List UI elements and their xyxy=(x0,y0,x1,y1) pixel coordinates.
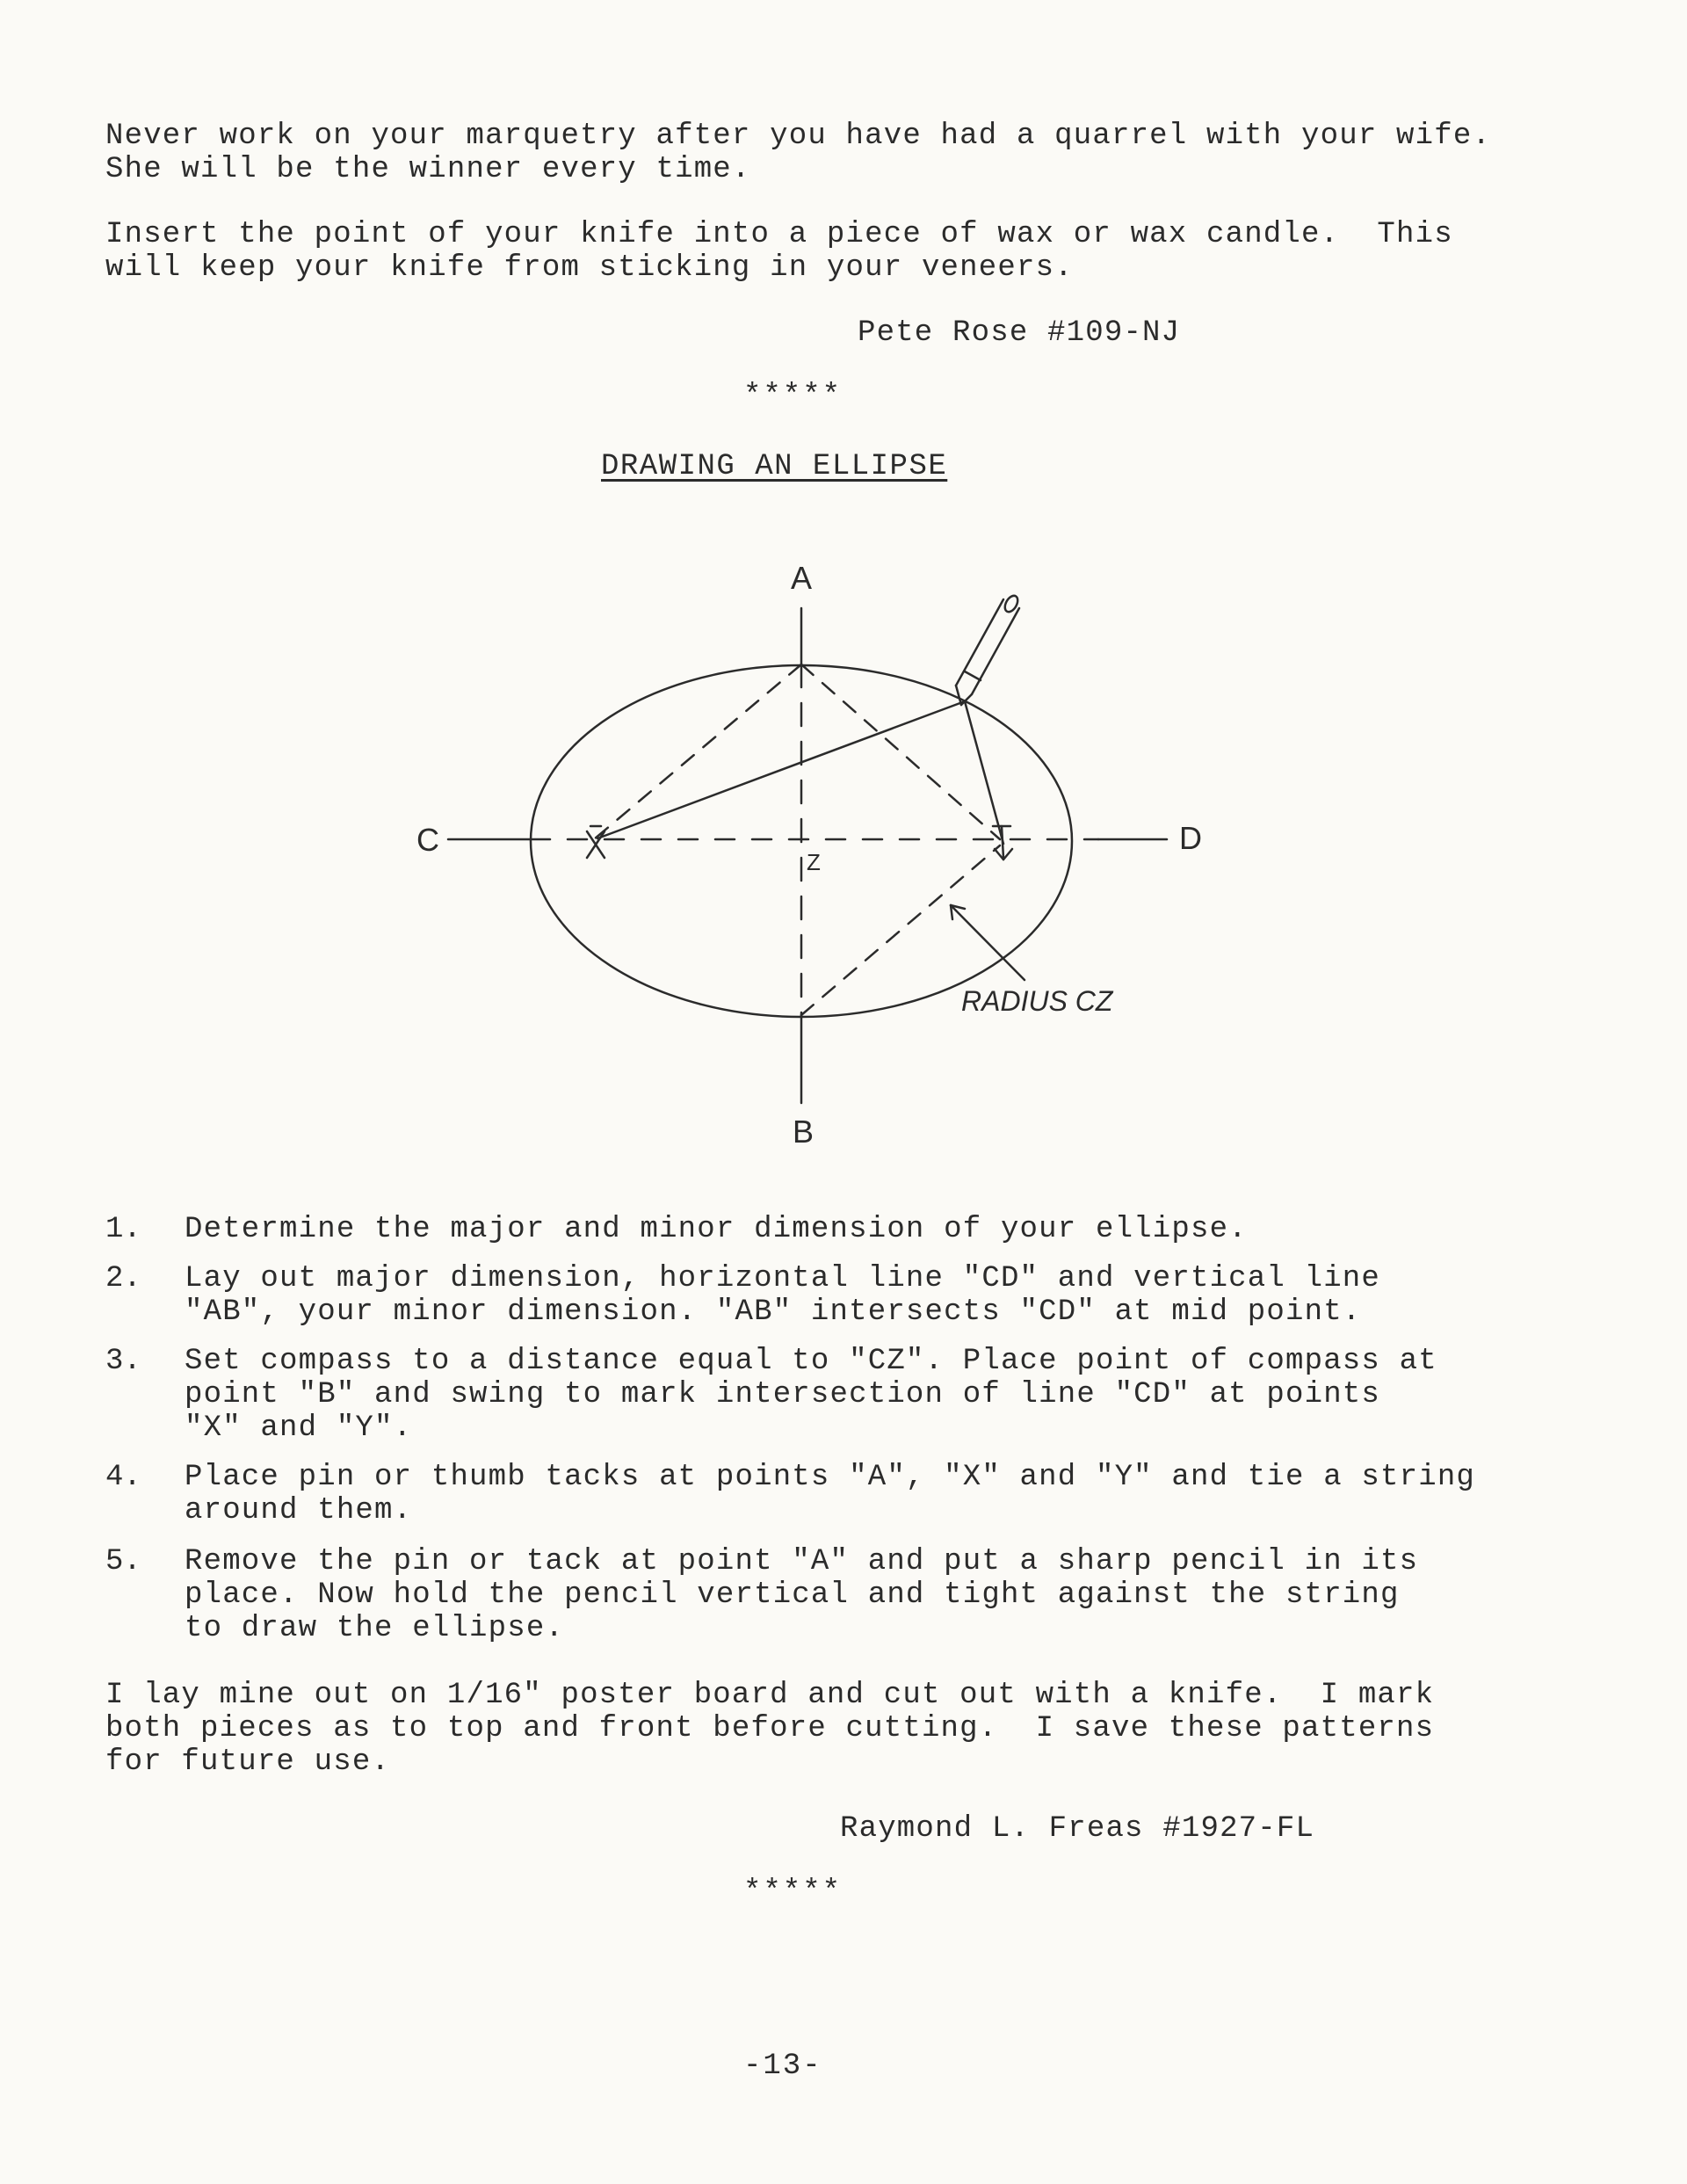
section-title: DRAWING AN ELLIPSE xyxy=(601,450,948,483)
label-b: B xyxy=(793,1114,815,1150)
label-radius-cz: RADIUS CZ xyxy=(961,985,1113,1017)
intro-line-2: She will be the winner every time. xyxy=(105,153,751,186)
label-c: C xyxy=(416,822,439,858)
ellipse-diagram xyxy=(378,536,1221,1151)
step-5-number: 5. xyxy=(105,1545,141,1578)
step-2-number: 2. xyxy=(105,1262,141,1295)
step-1-number: 1. xyxy=(105,1213,141,1246)
intro-line-4: will keep your knife from sticking in your veneers. xyxy=(105,251,1074,285)
step-3-text: Set compass to a distance equal to "CZ". Place point of compass at point "B" and swing to mark intersection of line "CD" at points "X" and "Y". xyxy=(185,1345,1437,1445)
label-d: D xyxy=(1179,820,1202,856)
separator-1: ***** xyxy=(743,380,843,413)
string-x-pencil xyxy=(597,701,965,838)
step-4-text: Place pin or thumb tacks at points "A", "X" and "Y" and tie a string around them. xyxy=(185,1461,1476,1527)
label-a: A xyxy=(791,560,813,596)
step-1-text: Determine the major and minor dimension of your ellipse. xyxy=(185,1213,1248,1246)
tack-y-point-2 xyxy=(1003,849,1012,860)
intro-line-1: Never work on your marquetry after you have had a quarrel with your wife. xyxy=(105,120,1492,153)
step-3-number: 3. xyxy=(105,1345,141,1378)
pencil-icon xyxy=(956,593,1020,705)
string-pencil-y xyxy=(965,701,1003,844)
signature-pete-rose: Pete Rose #109-NJ xyxy=(858,316,1181,350)
label-z: Z xyxy=(807,849,821,875)
closing-line-1: I lay mine out on 1/16" poster board and cut out with a knife. I mark xyxy=(105,1679,1435,1712)
signature-raymond-freas: Raymond L. Freas #1927-FL xyxy=(840,1812,1315,1846)
string-a-x xyxy=(594,664,801,839)
closing-line-3: for future use. xyxy=(105,1745,391,1779)
separator-2: ***** xyxy=(743,1876,843,1909)
closing-line-2: both pieces as to top and front before cutting. I save these patterns xyxy=(105,1712,1435,1745)
page-number: -13- xyxy=(743,2050,822,2083)
step-5-text: Remove the pin or tack at point "A" and put a sharp pencil in its place. Now hold the pencil vertical and tight against the string to draw the ellipse. xyxy=(185,1545,1419,1645)
step-2-text: Lay out major dimension, horizontal line "CD" and vertical line "AB", your minor dimension. "AB" intersects "CD" at mid point. xyxy=(185,1262,1381,1329)
intro-line-3: Insert the point of your knife into a piece of wax or wax candle. This xyxy=(105,218,1453,251)
tack-y-pin xyxy=(1002,826,1003,858)
step-4-number: 4. xyxy=(105,1461,141,1494)
